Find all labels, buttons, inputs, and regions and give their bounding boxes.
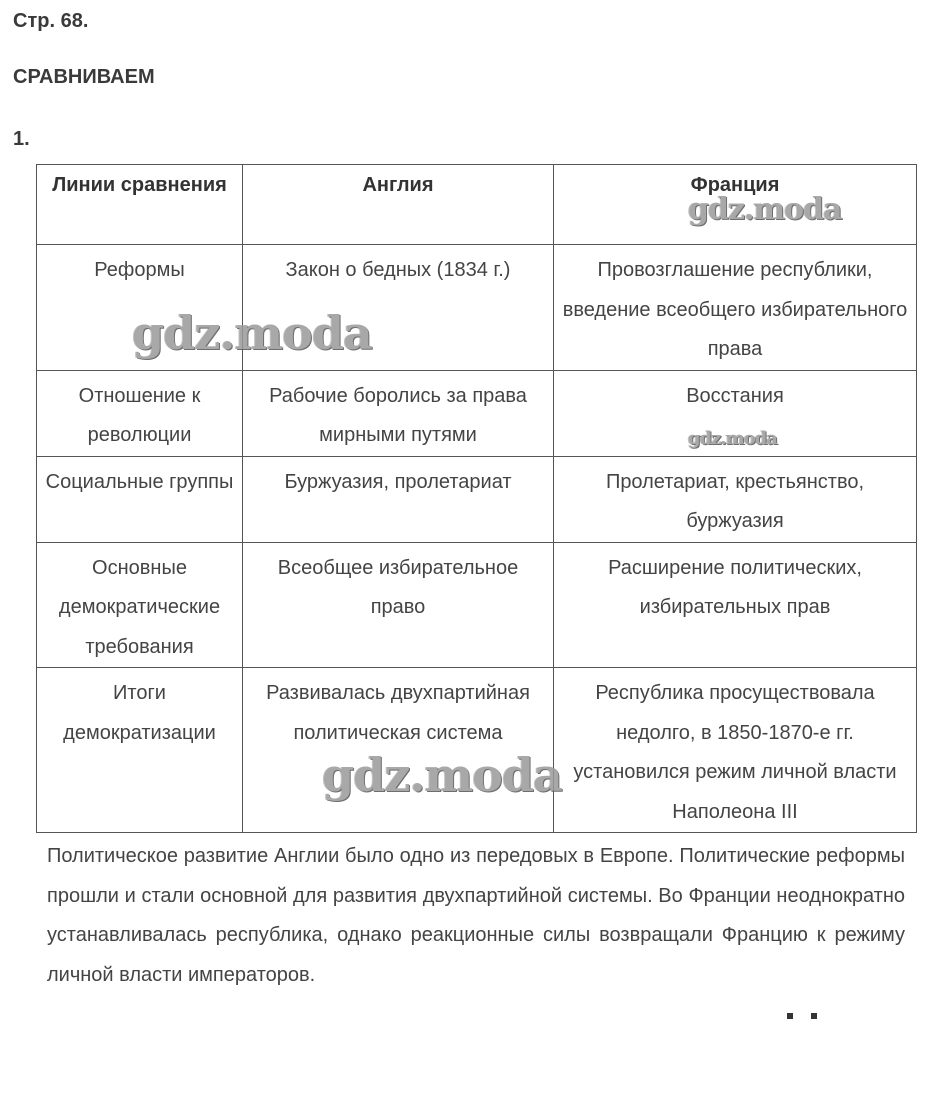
watermark: gdz.moda (688, 428, 777, 449)
watermark: gdz.moda (322, 748, 562, 802)
table-cell: Расширение политических, избирательных прав (554, 542, 917, 668)
table-cell: Всеобщее избирательное право (243, 542, 554, 668)
table-row (37, 370, 917, 456)
table-cell: Восстания (554, 370, 917, 456)
table-cell: Реформы (37, 245, 243, 371)
table-cell: Республика просуществовала недолго, в 1850-1870-е гг. установился режим личной власти Наполеона III (554, 668, 917, 833)
table-cell: Провозглашение республики, введение всеобщего избирательного права (554, 245, 917, 371)
conclusion-paragraph: Политическое развитие Англии было одно из передовых в Европе. Политические реформы прошли и стали основной для развития двухпартийной системы. Во Франции неоднократно устанавливалась республика, однако реакционные силы возвращали Францию к режиму личной власти императоров. (47, 845, 905, 986)
column-header: Англия (243, 165, 554, 245)
watermark: gdz.moda (688, 192, 842, 227)
section-title: СРАВНИВАЕМ (13, 66, 155, 88)
dot-mark (811, 1013, 817, 1019)
table-cell: Отношение к революции (37, 370, 243, 456)
table-cell: Развивалась двухпартийная политическая система (243, 668, 554, 833)
column-header: Франция (554, 165, 917, 245)
table-row (37, 668, 917, 833)
table-cell: Буржуазия, пролетариат (243, 456, 554, 542)
page-reference: Стр. 68. (13, 10, 89, 32)
table-cell: Основные демократические требования (37, 542, 243, 668)
table-cell: Пролетариат, крестьянство, буржуазия (554, 456, 917, 542)
table-header-row (37, 165, 917, 245)
table-cell: Итоги демократизации (37, 668, 243, 833)
table-row (37, 245, 917, 371)
task-number: 1. (13, 128, 30, 150)
table-row (37, 456, 917, 542)
table-row (37, 542, 917, 668)
dot-mark (787, 1013, 793, 1019)
table-cell: Социальные группы (37, 456, 243, 542)
watermark: gdz.moda (132, 306, 372, 360)
column-header: Линии сравнения (37, 165, 243, 245)
comparison-table (36, 164, 917, 833)
table-cell: Рабочие боролись за права мирными путями (243, 370, 554, 456)
table-cell: Закон о бедных (1834 г.) (243, 245, 554, 371)
